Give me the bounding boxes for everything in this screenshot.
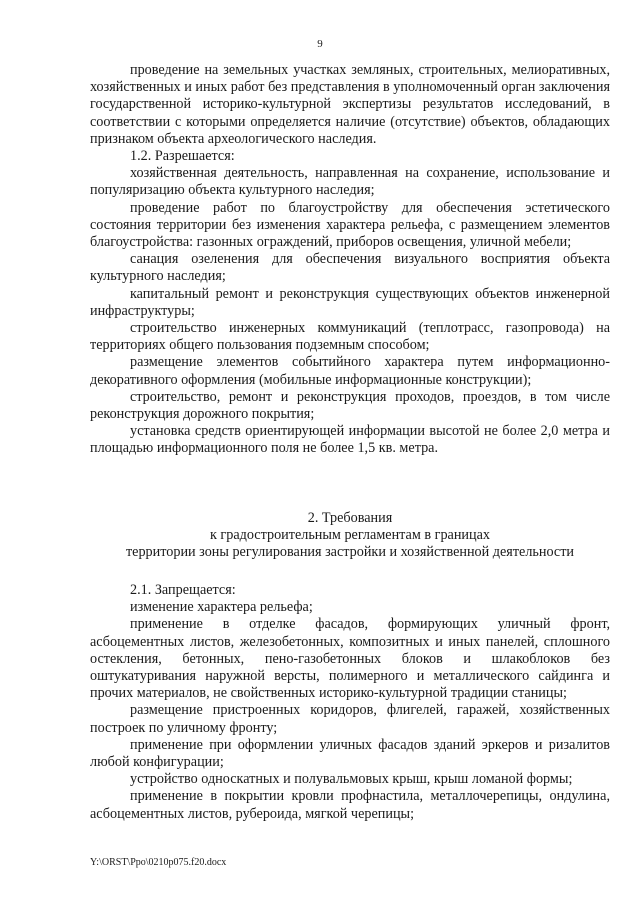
- paragraph: капитальный ремонт и реконструкция существующих объектов инженерной инфраструктуры;: [90, 285, 610, 319]
- paragraph: санация озеленения для обеспечения визуального восприятия объекта культурного наследия;: [90, 251, 610, 285]
- paragraph: строительство инженерных коммуникаций (теплотрасс, газопровода) на территориях общего пользования подземным способом;: [90, 320, 610, 354]
- heading-line: территории зоны регулирования застройки и хозяйственной деятельности: [125, 544, 575, 561]
- section-2-text: [90, 582, 610, 823]
- paragraph: размещение элементов событийного характера путем информационно-декоративного оформления (мобильные информационные конструкции);: [90, 354, 610, 388]
- page-number: 9: [317, 38, 323, 50]
- paragraph: хозяйственная деятельность, направленная на сохранение, использование и популяризацию объекта культурного наследия;: [90, 165, 610, 199]
- paragraph: 2.1. Запрещается:: [130, 582, 236, 598]
- heading-line: 2. Требования: [307, 510, 393, 526]
- footer-file-path: Y:\ORST\Ppo\0210p075.f20.docx: [90, 857, 227, 868]
- paragraph: применение в покрытии кровли профнастила, металлочерепицы, ондулина, асбоцементных листов, рубероида, мягкой черепицы;: [90, 788, 610, 822]
- paragraph: строительство, ремонт и реконструкция проходов, проездов, в том числе реконструкция дорожного покрытия;: [90, 388, 610, 423]
- heading-line: к градостроительным регламентам в границах: [209, 527, 491, 544]
- paragraph: размещение пристроенных коридоров, флигелей, гаражей, хозяйственных построек по уличному фронту;: [90, 702, 610, 736]
- paragraph: применение при оформлении уличных фасадов зданий эркеров и ризалитов любой конфигурации;: [90, 736, 610, 771]
- paragraph: изменение характера рельефа;: [130, 599, 313, 616]
- section-2-heading: [90, 510, 610, 562]
- paragraph: устройство односкатных и полувальмовых крыш, крыш ломаной формы;: [130, 771, 573, 788]
- section-1-text: [90, 62, 610, 458]
- paragraph: проведение на земельных участках земляных, строительных, мелиоративных, хозяйственных и иных работ без представления в уполномоченный орган заключения государственной историко-культурной экспертизы результатов исследований, в соответствии с которыми определяется наличие (отсутствие) объектов, обладающих признаком объекта археологического наследия.: [90, 62, 610, 147]
- paragraph: проведение работ по благоустройству для обеспечения эстетического состояния территории без изменения характера рельефа, с размещением элементов благоустройства: газонных ограждений, приборов освещения, уличной мебели;: [90, 199, 610, 251]
- paragraph: 1.2. Разрешается:: [130, 148, 235, 165]
- paragraph: установка средств ориентирующей информации высотой не более 2,0 метра и площадью информационного поля не более 1,5 кв. метра.: [90, 423, 610, 457]
- paragraph: применение в отделке фасадов, формирующих уличный фронт, асбоцементных листов, железобетонных, композитных и иных панелей, сплошного остекления, бетонных, пено-газобетонных блоков и шлакоблоков без оштукатуривания наружной версты, полимерного и металлического сайдинга и прочих материалов, не свойственных историко-культурной традиции станицы;: [90, 616, 610, 702]
